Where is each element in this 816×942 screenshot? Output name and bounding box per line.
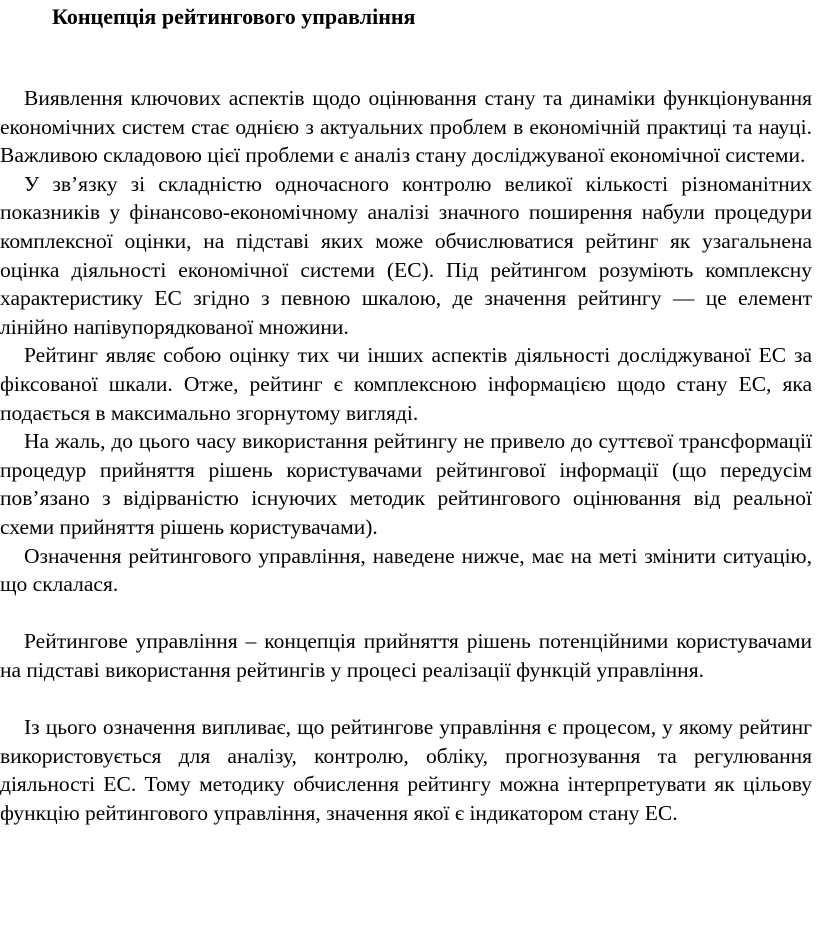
paragraph-rating-problem: На жаль, до цього часу використання рейтингу не привело до суттєвої трансформації процедур прийняття рішень користувачами рейтингової інформації (що передусім пов’язано з відірваністю існуючих методик рейтингового оцінювання від реальної схеми прийняття рішень користувачами). [0, 429, 812, 539]
paragraph-rating-essence: Рейтинг являє собою оцінку тих чи інших аспектів діяльності досліджуваної ЕС за фіксованої шкали. Отже, рейтинг є комплексною інформацією щодо стану ЕС, яка подається в максимально згорнутому вигляді. [0, 343, 812, 425]
paragraph-rating-definition: У зв’язку зі складністю одночасного контролю великої кількості різноманітних показників у фінансово-економічному аналізі значного поширення набули процедури комплексної оцінки, на підставі яких може обчислюватися рейтинг як узагальнена оцінка діяльності економічної системи (ЕС). Під рейтингом розуміють комплексну характеристику ЕС згідно з певною шкалою, де значення рейтингу — це елемент лінійно напівупорядкованої множини. [0, 171, 812, 339]
document-body [0, 84, 812, 827]
page-title: Концепція рейтингового управління [52, 4, 416, 29]
paragraph-definition-purpose: Означення рейтингового управління, наведене нижче, має на меті змінити ситуацію, що склалася. [0, 543, 812, 597]
paragraph-conclusion: Із цього означення випливає, що рейтингове управління є процесом, у якому рейтинг використовується для аналізу, контролю, обліку, прогнозування та регулювання діяльності ЕС. Тому методику обчислення рейтингу можна інтерпретувати як цільову функцію рейтингового управління, значення якої є індикатором стану ЕС. [0, 715, 812, 825]
paragraph-rating-management-definition: Рейтингове управління – концепція прийняття рішень потенційними користувачами на підставі використання рейтингів у процесі реалізації функцій управління. [0, 629, 812, 682]
paragraph-intro: Виявлення ключових аспектів щодо оцінювання стану та динаміки функціонування економічних систем стає однією з актуальних проблем в економічній практиці та науці. Важливою складовою цієї проблеми є аналіз стану досліджуваної економічної системи. [0, 86, 812, 168]
